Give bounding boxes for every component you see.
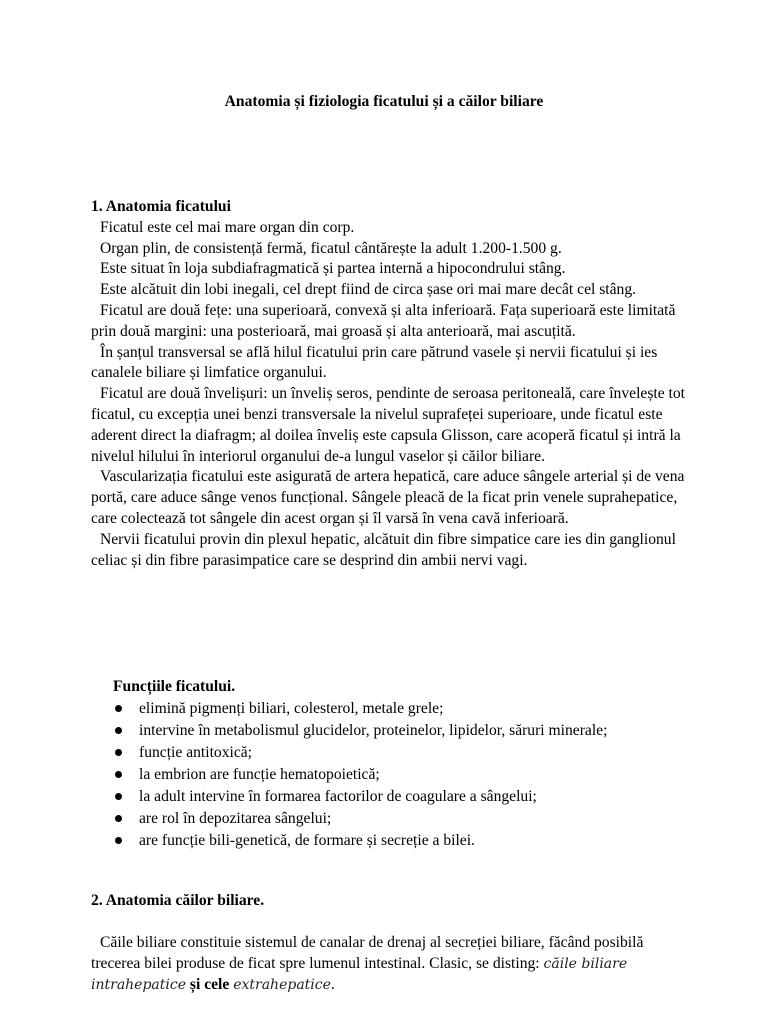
bullet-icon [115, 771, 122, 778]
functions-list [113, 698, 693, 852]
list-item: intervine în metabolismul glucidelor, proteinelor, lipidelor, săruri minerale; [113, 720, 693, 742]
paragraph: Ficatul are două învelișuri: un înveliș seros, pendinte de seroasa peritoneală, care învelește tot ficatul, cu excepția unei benzi transversale la nivelul suprafeței superioare, unde ficatul este aderent direct la diafragm; al doilea înveliș este capsula Glisson, care acoperă ficatul și intră la nivelul hilului în interiorul organului de-a lungul vaselor și căilor biliare. [91, 385, 686, 465]
list-item: are funcție bili-genetică, de formare și secreție a bilei. [113, 830, 693, 852]
bullet-icon [115, 749, 122, 756]
paragraph: Este alcătuit din lobi inegali, cel drept fiind de circa șase ori mai mare decât cel stâng. [100, 281, 637, 299]
paragraph: Vascularizația ficatului este asigurată de artera hepatică, care aduce sângele arterial și de vena portă, care aduce sânge venos funcțional. Sângele pleacă de la ficat prin venele suprahepatice, care colectează tot sângele din acest organ și îl varsă în vena cavă inferioară. [91, 468, 685, 527]
paragraph: Ficatul are două fețe: una superioară, convexă și alta inferioară. Fața superioară este limitată prin două margini: una posterioară, mai groasă și alta anterioară, mai ascuțită. [91, 301, 676, 340]
list-item: are rol în depozitarea sângelui; [113, 808, 693, 830]
paragraph: Căile biliare constituie sistemul de canalar de drenaj al secreției biliare, făcând posibilă trecerea bilei produse de ficat spre lumenul intestinal. Clasic, se disting: căile biliare intrahepatice și cele extrahepatice. [91, 934, 644, 993]
bullet-icon [115, 837, 122, 844]
list-item: la adult intervine în formarea factorilor de coagulare a sângelui; [113, 786, 693, 808]
italic-term: extrahepatice [233, 976, 331, 993]
paragraph: Ficatul este cel mai mare organ din corp. [100, 218, 355, 236]
list-item: elimină pigmenți biliari, colesterol, metale grele; [113, 698, 693, 720]
document-title: Anatomia și fiziologia ficatului și a căilor biliare [224, 93, 544, 110]
italic-term: căile biliare intrahepatice [91, 955, 628, 993]
section-biliary-anatomy [91, 933, 691, 995]
bullet-icon [115, 793, 122, 800]
paragraph: Organ plin, de consistență fermă, ficatul cântărește la adult 1.200-1.500 g. [100, 239, 562, 257]
bullet-icon [115, 727, 122, 734]
section-heading: 2. Anatomia căilor biliare. [91, 892, 265, 909]
bullet-icon [115, 705, 122, 712]
section-heading: 1. Anatomia ficatului [91, 198, 231, 215]
section-liver-anatomy [91, 197, 691, 571]
paragraph: În șanțul transversal se află hilul ficatului prin care pătrund vasele și nervii ficatului și ies canalele biliare și limfatice organului. [91, 343, 658, 382]
bullet-icon [115, 815, 122, 822]
functions-heading: Funcțiile ficatului. [113, 678, 236, 695]
list-item: funcție antitoxică; [113, 742, 693, 764]
paragraph: Este situat în loja subdiafragmatică și partea internă a hipocondrului stâng. [100, 260, 566, 278]
paragraph: Nervii ficatului provin din plexul hepatic, alcătuit din fibre simpatice care ies din ganglionul celiac și din fibre parasimpatice care se desprind din ambii nervi vagi. [91, 530, 676, 569]
list-item: la embrion are funcție hematopoietică; [113, 764, 693, 786]
liver-functions [113, 676, 693, 852]
